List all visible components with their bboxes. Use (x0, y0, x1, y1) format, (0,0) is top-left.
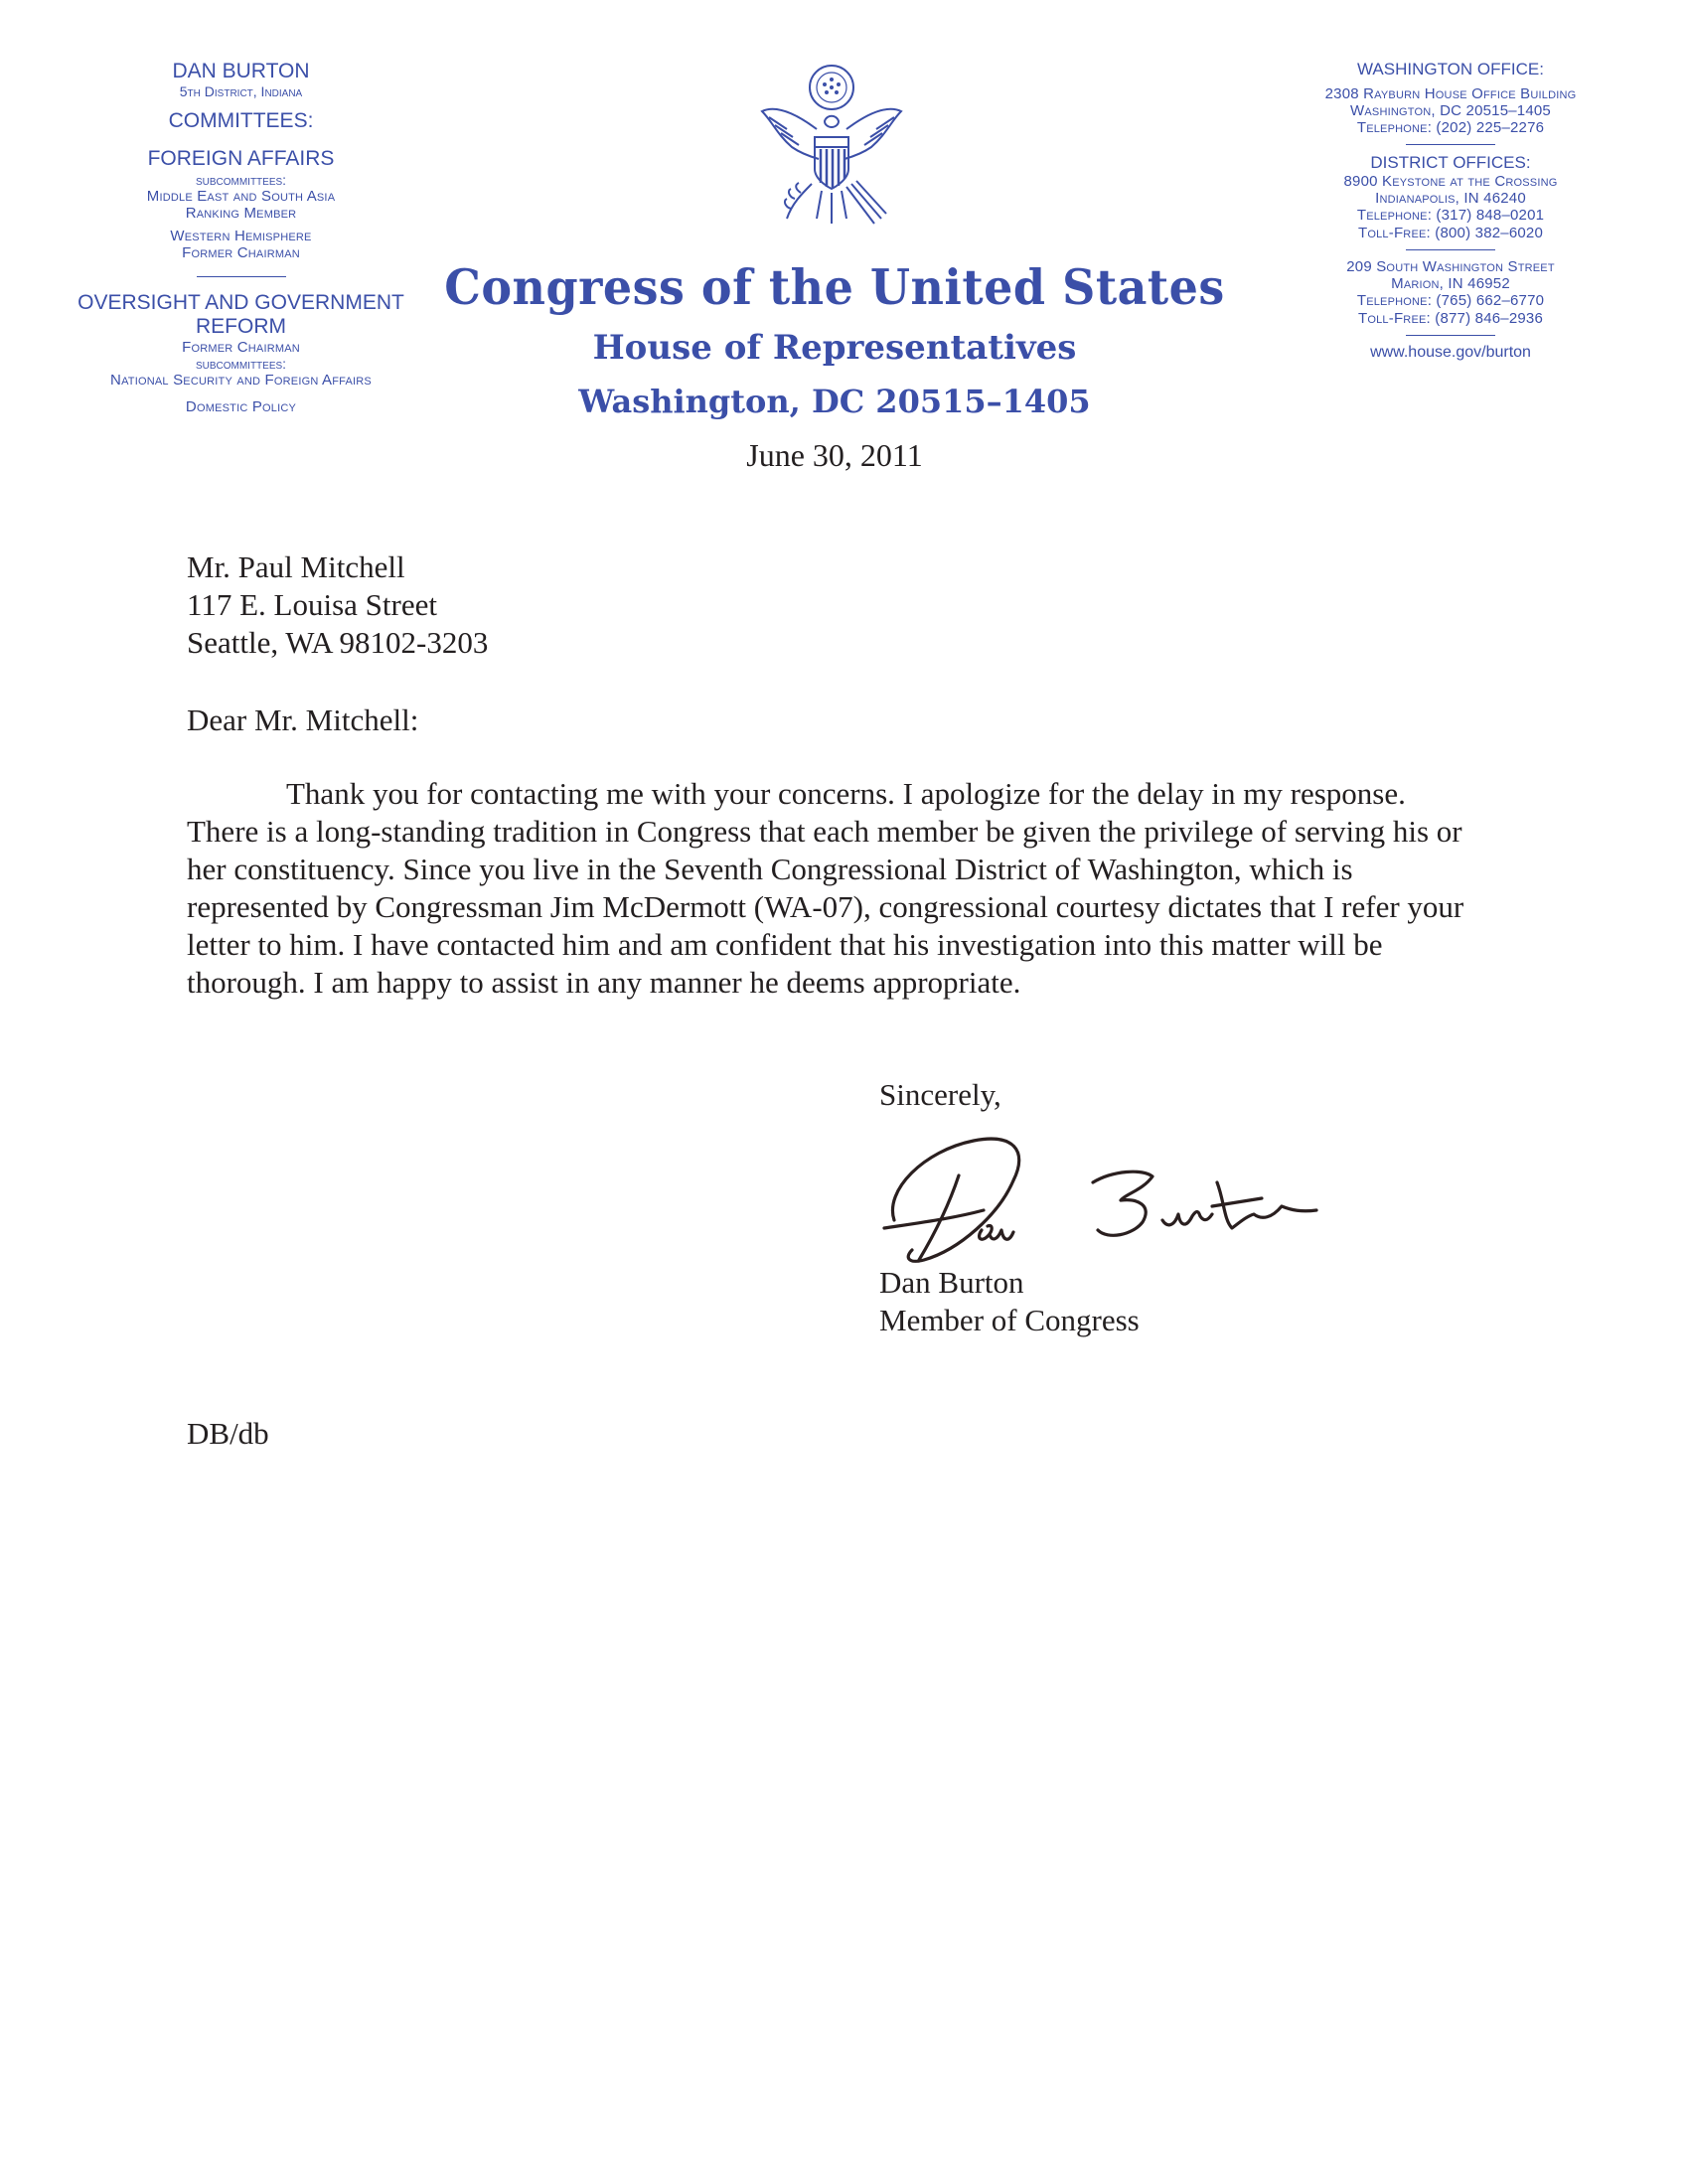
body-line: letter to him. I have contacted him and am confident that his investigation into this matter will be (187, 927, 1383, 962)
district-offices-heading: DISTRICT OFFICES: (1370, 153, 1531, 173)
district1-address-line1: 8900 Keystone at the Crossing (1343, 172, 1558, 190)
letter-body (187, 775, 1578, 1002)
subcommittee-middle-east: Middle East and South Asia (146, 187, 336, 205)
washington-telephone: Telephone: (202) 225–2276 (1356, 119, 1545, 137)
eagle-seal-icon (747, 60, 916, 238)
recipient-address (187, 548, 488, 662)
committee-oversight-line1: OVERSIGHT AND GOVERNMENT (77, 290, 404, 314)
committee-oversight-line2: REFORM (196, 314, 286, 338)
committee-role: Former Chairman (182, 338, 300, 356)
district2-telephone: Telephone: (765) 662–6770 (1356, 292, 1545, 310)
recipient-name: Mr. Paul Mitchell (187, 549, 405, 584)
closing: Sincerely, (879, 1077, 1001, 1112)
district1-tollfree: Toll-Free: (800) 382–6020 (1358, 224, 1543, 241)
recipient-street: 117 E. Louisa Street (187, 587, 437, 622)
district1-address-line2: Indianapolis, IN 46240 (1375, 190, 1526, 208)
subcommittee-role: Ranking Member (185, 204, 297, 222)
body-line: her constituency. Since you live in the Seventh Congressional District of Washington, which is (187, 852, 1353, 886)
letter-date: June 30, 2011 (746, 437, 923, 473)
signer-block (879, 1264, 1140, 1339)
divider (1406, 335, 1495, 336)
body-line: There is a long-standing tradition in Congress that each member be given the privilege of serving his or (187, 814, 1462, 849)
washington-address-line1: 2308 Rayburn House Office Building (1324, 84, 1577, 102)
subcommittee-western-hemisphere: Western Hemisphere (170, 228, 312, 245)
member-district: 5th District, Indiana (179, 83, 303, 100)
salutation: Dear Mr. Mitchell: (187, 702, 419, 737)
website-link[interactable]: www.house.gov/burton (1370, 343, 1531, 361)
subcommittee-role: Former Chairman (182, 244, 300, 262)
signer-title: Member of Congress (879, 1303, 1140, 1337)
letterhead-location: Washington, DC 20515–1405 (578, 383, 1091, 420)
body-line: Thank you for contacting me with your concerns. I apologize for the delay in my response. (286, 776, 1406, 811)
district1-telephone: Telephone: (317) 848–0201 (1356, 207, 1545, 225)
subcommittee-domestic-policy: Domestic Policy (185, 398, 297, 416)
signer-name: Dan Burton (879, 1265, 1024, 1300)
divider (1406, 249, 1495, 250)
letterhead-title: Congress of the United States (444, 258, 1225, 316)
subcommittee-national-security: National Security and Foreign Affairs (110, 372, 372, 390)
district2-address-line1: 209 South Washington Street (1346, 257, 1555, 275)
washington-address-line2: Washington, DC 20515–1405 (1350, 101, 1551, 119)
letterhead-left (60, 60, 422, 416)
body-line: represented by Congressman Jim McDermott (WA-07), congressional courtesy dictates that I refer your (187, 889, 1464, 924)
divider (1406, 144, 1495, 145)
body-line: thorough. I am happy to assist in any manner he deems appropriate. (187, 965, 1021, 1000)
divider (197, 276, 286, 277)
subcommittees-label: subcommittees: (195, 356, 287, 373)
washington-office-heading: WASHINGTON OFFICE: (1357, 60, 1544, 78)
member-name: DAN BURTON (172, 60, 310, 82)
subcommittees-label: subcommittees: (195, 171, 287, 188)
committee-foreign-affairs: FOREIGN AFFAIRS (147, 147, 335, 171)
letterhead-subtitle: House of Representatives (592, 328, 1077, 368)
committees-heading: COMMITTEES: (168, 109, 314, 133)
handwritten-signature (864, 1111, 1331, 1285)
typist-initials: DB/db (187, 1416, 269, 1451)
recipient-city: Seattle, WA 98102-3203 (187, 625, 489, 660)
district2-tollfree: Toll-Free: (877) 846–2936 (1358, 309, 1543, 327)
district2-address-line2: Marion, IN 46952 (1391, 275, 1510, 293)
letterhead-right (1282, 60, 1619, 362)
